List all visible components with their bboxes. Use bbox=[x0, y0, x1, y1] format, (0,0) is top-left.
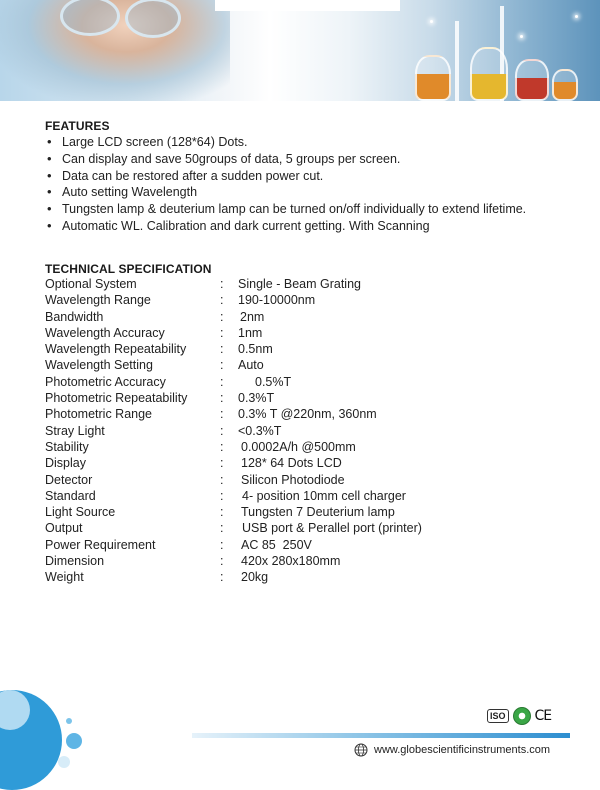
spec-key: Photometric Range bbox=[45, 407, 153, 422]
banner-notch bbox=[215, 0, 400, 11]
beaker-orange bbox=[415, 55, 451, 101]
spec-separator: : bbox=[220, 488, 224, 503]
flask-red bbox=[515, 59, 549, 101]
spec-separator: : bbox=[220, 277, 224, 291]
spec-value: 0.5nm bbox=[238, 342, 273, 357]
spec-key: Weight bbox=[45, 570, 84, 585]
spec-row bbox=[45, 537, 545, 553]
specs-heading: TECHNICAL SPECIFICATION bbox=[45, 262, 212, 276]
spec-row bbox=[45, 488, 545, 504]
spec-separator: : bbox=[220, 472, 224, 487]
spec-row bbox=[45, 553, 545, 569]
flask-yellow bbox=[470, 47, 508, 101]
spec-separator: : bbox=[220, 358, 224, 373]
spec-key: Dimension bbox=[45, 554, 105, 569]
spec-separator: : bbox=[220, 554, 224, 569]
features-list bbox=[45, 134, 526, 235]
iso-badge: ISO bbox=[487, 709, 509, 723]
spec-separator: : bbox=[220, 521, 224, 536]
spec-value: Silicon Photodiode bbox=[241, 472, 345, 487]
list-item: • Large LCD screen (128*64) Dots. bbox=[45, 134, 526, 151]
header-banner bbox=[0, 0, 600, 101]
spec-separator: : bbox=[220, 439, 224, 454]
spec-row bbox=[45, 292, 545, 308]
spec-separator: : bbox=[220, 456, 224, 471]
spec-key: Bandwidth bbox=[45, 309, 104, 324]
spec-row bbox=[45, 325, 545, 341]
spec-value: 1nm bbox=[238, 325, 263, 340]
spec-row bbox=[45, 390, 545, 406]
spec-row bbox=[45, 374, 545, 390]
spec-key: Detector bbox=[45, 472, 93, 487]
spec-row bbox=[45, 569, 545, 585]
sparkle-decoration bbox=[430, 20, 433, 23]
spec-separator: : bbox=[220, 505, 224, 520]
spec-value: Single - Beam Grating bbox=[238, 277, 361, 291]
spec-value: AC 85 250V bbox=[241, 537, 312, 552]
spec-value: Auto bbox=[238, 358, 264, 373]
spec-value: 0.3%T bbox=[238, 391, 275, 406]
spec-key: Output bbox=[45, 521, 83, 536]
spec-separator: : bbox=[220, 374, 224, 389]
globe-icon bbox=[354, 743, 368, 757]
spec-key: Stray Light bbox=[45, 423, 105, 438]
spec-value: 0.3% T @220nm, 360nm bbox=[238, 407, 377, 422]
spec-key: Power Requirement bbox=[45, 537, 156, 552]
spec-separator: : bbox=[220, 407, 224, 422]
spec-key: Standard bbox=[45, 488, 96, 503]
decorative-bubble-pale bbox=[58, 756, 70, 768]
spec-key: Stability bbox=[45, 439, 89, 454]
spec-key: Wavelength Setting bbox=[45, 358, 153, 373]
spec-value: 4- position 10mm cell charger bbox=[242, 488, 406, 503]
certification-badges bbox=[487, 706, 551, 726]
spec-value: USB port & Perallel port (printer) bbox=[242, 521, 422, 536]
spec-row bbox=[45, 406, 545, 422]
spec-value: Tungsten 7 Deuterium lamp bbox=[241, 505, 395, 520]
decorative-bubble-tiny bbox=[66, 718, 72, 724]
spec-table bbox=[45, 276, 545, 586]
lab-tube bbox=[455, 21, 459, 101]
spec-key: Wavelength Accuracy bbox=[45, 325, 165, 340]
spec-key: Wavelength Range bbox=[45, 293, 151, 308]
spec-separator: : bbox=[220, 423, 224, 438]
spec-key: Display bbox=[45, 456, 86, 471]
spec-row bbox=[45, 276, 545, 292]
spec-value: 190-10000nm bbox=[238, 293, 316, 308]
beaker-small bbox=[552, 69, 578, 101]
spec-row bbox=[45, 309, 545, 325]
list-item: • Automatic WL. Calibration and dark current getting. With Scanning bbox=[45, 218, 526, 235]
list-item: • Can display and save 50groups of data, 5 groups per screen. bbox=[45, 151, 526, 168]
spec-row bbox=[45, 423, 545, 439]
spec-row bbox=[45, 439, 545, 455]
spec-row bbox=[45, 472, 545, 488]
spec-key: Photometric Repeatability bbox=[45, 391, 188, 406]
spec-separator: : bbox=[220, 325, 224, 340]
list-item: • Data can be restored after a sudden power cut. bbox=[45, 168, 526, 185]
spec-key: Optional System bbox=[45, 277, 137, 291]
spec-value: <0.3%T bbox=[238, 423, 282, 438]
green-seal-icon bbox=[513, 707, 531, 725]
website-link[interactable]: www.globescientificinstruments.com bbox=[374, 744, 551, 756]
list-item: • Tungsten lamp & deuterium lamp can be turned on/off individually to extend lifetime. bbox=[45, 201, 526, 218]
spec-value: 0.0002A/h @500mm bbox=[241, 439, 356, 454]
spec-row bbox=[45, 341, 545, 357]
spec-separator: : bbox=[220, 293, 224, 308]
spec-key: Wavelength Repeatability bbox=[45, 342, 187, 357]
spec-value: 420x 280x180mm bbox=[241, 554, 341, 569]
spec-value: 2nm bbox=[240, 309, 265, 324]
decorative-bubble-small bbox=[66, 733, 82, 749]
sparkle-decoration bbox=[575, 15, 578, 18]
spec-value: 20kg bbox=[241, 570, 269, 585]
spec-separator: : bbox=[220, 309, 224, 324]
spec-separator: : bbox=[220, 570, 224, 585]
spec-separator: : bbox=[220, 537, 224, 552]
spec-row bbox=[45, 504, 545, 520]
spec-row bbox=[45, 455, 545, 471]
features-heading: FEATURES bbox=[45, 119, 110, 133]
sparkle-decoration bbox=[520, 35, 523, 38]
spec-row bbox=[45, 357, 545, 373]
ce-mark: CE bbox=[534, 708, 552, 724]
list-item: • Auto setting Wavelength bbox=[45, 184, 526, 201]
spec-key: Light Source bbox=[45, 505, 116, 520]
spec-value: 0.5%T bbox=[255, 374, 292, 389]
spec-row bbox=[45, 520, 545, 536]
website-row bbox=[354, 743, 550, 757]
spec-separator: : bbox=[220, 391, 224, 406]
footer-accent-bar bbox=[192, 733, 570, 738]
spec-key: Photometric Accuracy bbox=[45, 374, 166, 389]
spec-separator: : bbox=[220, 342, 224, 357]
spec-value: 128* 64 Dots LCD bbox=[241, 456, 342, 471]
